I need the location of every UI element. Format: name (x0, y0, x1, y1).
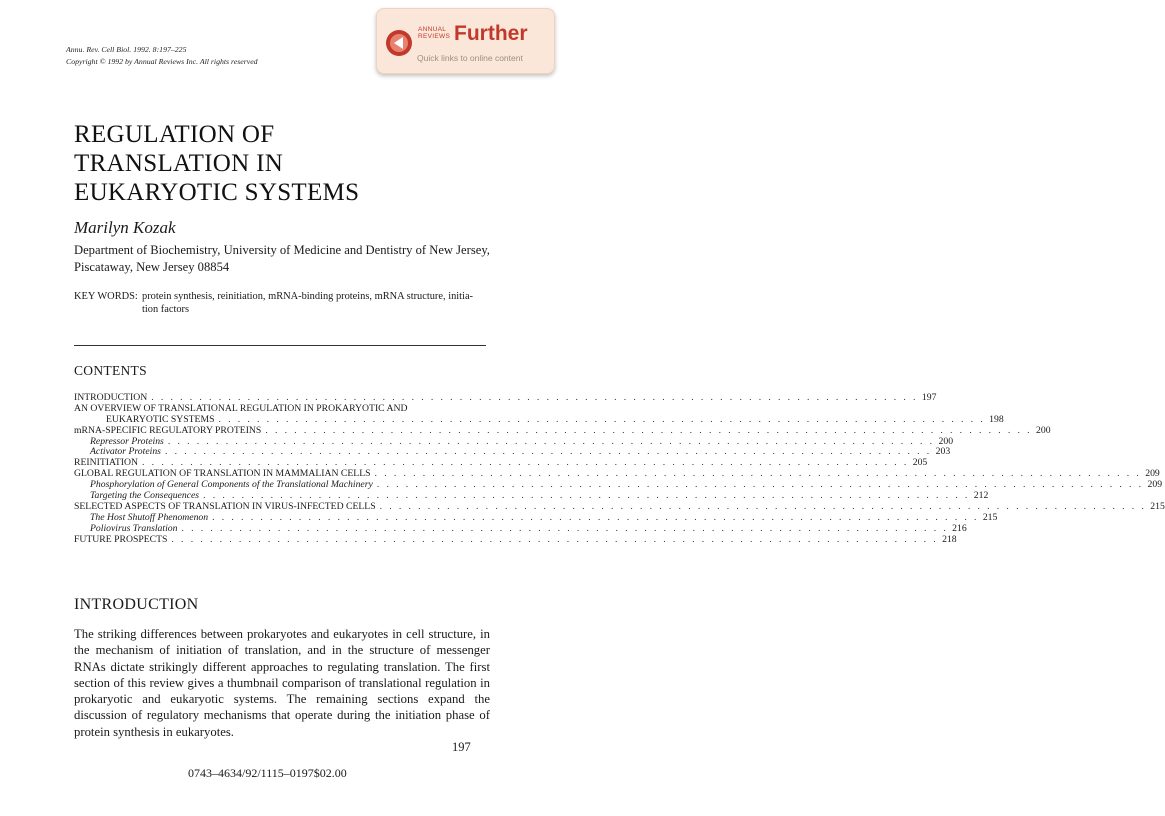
toc-entry-label: GLOBAL REGULATION OF TRANSLATION IN MAMMALIAN CELLS (74, 468, 371, 480)
toc-entry-page: 203 (935, 446, 951, 458)
toc-entry-page: 218 (942, 533, 957, 545)
toc-dot-leader: . . . . . . . . . . . . . . . . . . . . . . . . . . . . . . . . . . . . . . . . . . . . . . . . . . . . . . . . . . . . . . . . . . . . . . . . . . . . . . . . (171, 533, 939, 545)
toc-entry-label: Targeting the Consequences (90, 490, 200, 502)
annual-reviews-logo-icon (385, 29, 413, 57)
author-affiliation (74, 242, 494, 276)
banner-annual-reviews (418, 26, 450, 40)
keywords-label: KEY WORDS: (74, 291, 138, 302)
toc-dot-leader: . . . . . . . . . . . . . . . . . . . . . . . . . . . . . . . . . . . . . . . . . . . . . . . . . . . . . . . . . . . . . . . . . . . . . . . . . . . . . . . . (379, 500, 1147, 512)
further-banner[interactable] (376, 8, 555, 74)
toc-entry-page: 212 (973, 490, 989, 502)
toc-entry-page: 197 (921, 392, 937, 403)
affiliation-line-2: Piscataway, New Jersey 08854 (74, 260, 230, 274)
toc-dot-leader: . . . . . . . . . . . . . . . . . . . . . . . . . . . . . . . . . . . . . . . . . . . . . . . . . . . . . . . . . . . . . . . . . . . . . . . . . . . . . . . . (218, 413, 986, 425)
toc-entry-label: Repressor Proteins (90, 435, 164, 447)
toc-dot-leader: . . . . . . . . . . . . . . . . . . . . . . . . . . . . . . . . . . . . . . . . . . . . . . . . . . . . . . . . . . . . . . . . . . . . . . . . . . . . . . . . (265, 424, 1033, 436)
toc-entry-page: 200 (1036, 424, 1051, 436)
toc-entry-label: Poliovirus Translation (90, 522, 178, 534)
toc-entry-label: The Host Shutoff Phenomenon (90, 511, 209, 523)
toc-entry-label: EUKARYOTIC SYSTEMS (106, 413, 215, 425)
article-title (74, 120, 359, 207)
toc-entry-page: 209 (1147, 479, 1163, 491)
toc-dot-leader: . . . . . . . . . . . . . . . . . . . . . . . . . . . . . . . . . . . . . . . . . . . . . . . . . . . . . . . . . . . . . . . . . . . . . . . . . . . . . . . . (151, 392, 918, 403)
toc-entry-page: 215 (1150, 500, 1165, 512)
toc-entry[interactable] (74, 522, 967, 535)
toc-entry[interactable] (74, 424, 1051, 437)
section-divider (74, 345, 486, 346)
toc-entry-page: 205 (912, 457, 928, 469)
title-line-2: TRANSLATION IN (74, 150, 284, 177)
author-name: Marilyn Kozak (74, 218, 176, 237)
toc-entry-label: SELECTED ASPECTS OF TRANSLATION IN VIRUS-INFECTED CELLS (74, 500, 376, 512)
toc-entry-label: FUTURE PROSPECTS (74, 533, 168, 545)
toc-dot-leader: . . . . . . . . . . . . . . . . . . . . . . . . . . . . . . . . . . . . . . . . . . . . . . . . . . . . . . . . . . . . . . . . . . . . . . . . . . . . . . . . (212, 511, 979, 523)
banner-reviews-text: REVIEWS (418, 33, 451, 40)
citation-line-2: Copyright © 1992 by Annual Reviews Inc. All rights reserved (66, 57, 258, 66)
banner-annual-text: ANNUAL (418, 26, 447, 33)
toc-entry-label: INTRODUCTION (74, 392, 148, 403)
banner-further-text: Further (454, 22, 528, 45)
toc-entry-page: 198 (989, 413, 1004, 425)
keywords-line-1: protein synthesis, reinitiation, mRNA-binding proteins, mRNA structure, initia- (142, 291, 474, 302)
keywords-line-2: tion factors (142, 304, 190, 315)
toc-dot-leader: . . . . . . . . . . . . . . . . . . . . . . . . . . . . . . . . . . . . . . . . . . . . . . . . . . . . . . . . . . . . . . . . . . . . . . . . . . . . . . . . (203, 490, 970, 502)
toc-entry-page: 215 (982, 511, 998, 523)
toc-entry-page: 200 (938, 435, 954, 447)
title-line-3: EUKARYOTIC SYSTEMS (74, 179, 360, 206)
toc-dot-leader: . . . . . . . . . . . . . . . . . . . . . . . . . . . . . . . . . . . . . . . . . . . . . . . . . . . . . . . . . . . . . . . . . . . . . . . . . . . . . . . . (376, 479, 1144, 491)
introduction-heading: INTRODUCTION (74, 596, 199, 613)
toc-dot-leader: . . . . . . . . . . . . . . . . . . . . . . . . . . . . . . . . . . . . . . . . . . . . . . . . . . . . . . . . . . . . . . . . . . . . . . . . . . . . . . . . (374, 468, 1142, 480)
keywords-text (142, 290, 488, 316)
journal-citation (66, 44, 258, 68)
banner-tagline[interactable]: Quick links to online content (417, 53, 523, 63)
toc-entry-label: REINITIATION (74, 457, 139, 469)
affiliation-line-1: Department of Biochemistry, University of Medicine and Dentistry of New Jersey, (74, 243, 490, 257)
citation-line-1: Annu. Rev. Cell Biol. 1992. 8:197–225 (66, 45, 187, 54)
toc-dot-leader: . . . . . . . . . . . . . . . . . . . . . . . . . . . . . . . . . . . . . . . . . . . . . . . . . . . . . . . . . . . . . . . . . . . . . . . . . . . . . . . . (142, 457, 909, 469)
page-number: 197 (452, 740, 471, 754)
toc-entry-label: Activator Proteins (90, 446, 161, 458)
contents-heading: CONTENTS (74, 363, 147, 378)
toc-dot-leader: . . . . . . . . . . . . . . . . . . . . . . . . . . . . . . . . . . . . . . . . . . . . . . . . . . . . . . . . . . . . . . . . . . . . . . . . . . . . . . . . (164, 446, 932, 458)
toc-entry-page: 209 (1145, 468, 1160, 480)
toc-entry-page: 216 (952, 522, 967, 534)
table-of-contents (74, 392, 1165, 545)
toc-entry-label: mRNA-SPECIFIC REGULATORY PROTEINS (74, 424, 262, 436)
toc-entry[interactable] (74, 533, 957, 546)
footer-code: 0743–4634/92/1115–0197$02.00 (188, 766, 347, 780)
toc-entry-label: AN OVERVIEW OF TRANSLATIONAL REGULATION IN PROKARYOTIC AND (74, 402, 408, 414)
introduction-body: The striking differences between prokaryotes and eukaryotes in cell structure, in the mechanism of initiation of translation, and in the structure of messenger RNAs dictate strikingly different approaches to regulating translation. The first section of this review gives a thumbnail comparison of translational regulation in prokaryotic and eukaryotic systems. The remaining sections expand the discussion of regulatory mechanisms that operate during the initiation phase of protein synthesis in eukaryotes. (74, 627, 490, 739)
title-line-1: REGULATION OF (74, 121, 275, 148)
toc-dot-leader: . . . . . . . . . . . . . . . . . . . . . . . . . . . . . . . . . . . . . . . . . . . . . . . . . . . . . . . . . . . . . . . . . . . . . . . . . . . . . . . . (181, 522, 949, 534)
toc-dot-leader: . . . . . . . . . . . . . . . . . . . . . . . . . . . . . . . . . . . . . . . . . . . . . . . . . . . . . . . . . . . . . . . . . . . . . . . . . . . . . . . . (167, 435, 935, 447)
toc-entry-label: Phosphorylation of General Components of the Translational Machinery (90, 479, 373, 491)
